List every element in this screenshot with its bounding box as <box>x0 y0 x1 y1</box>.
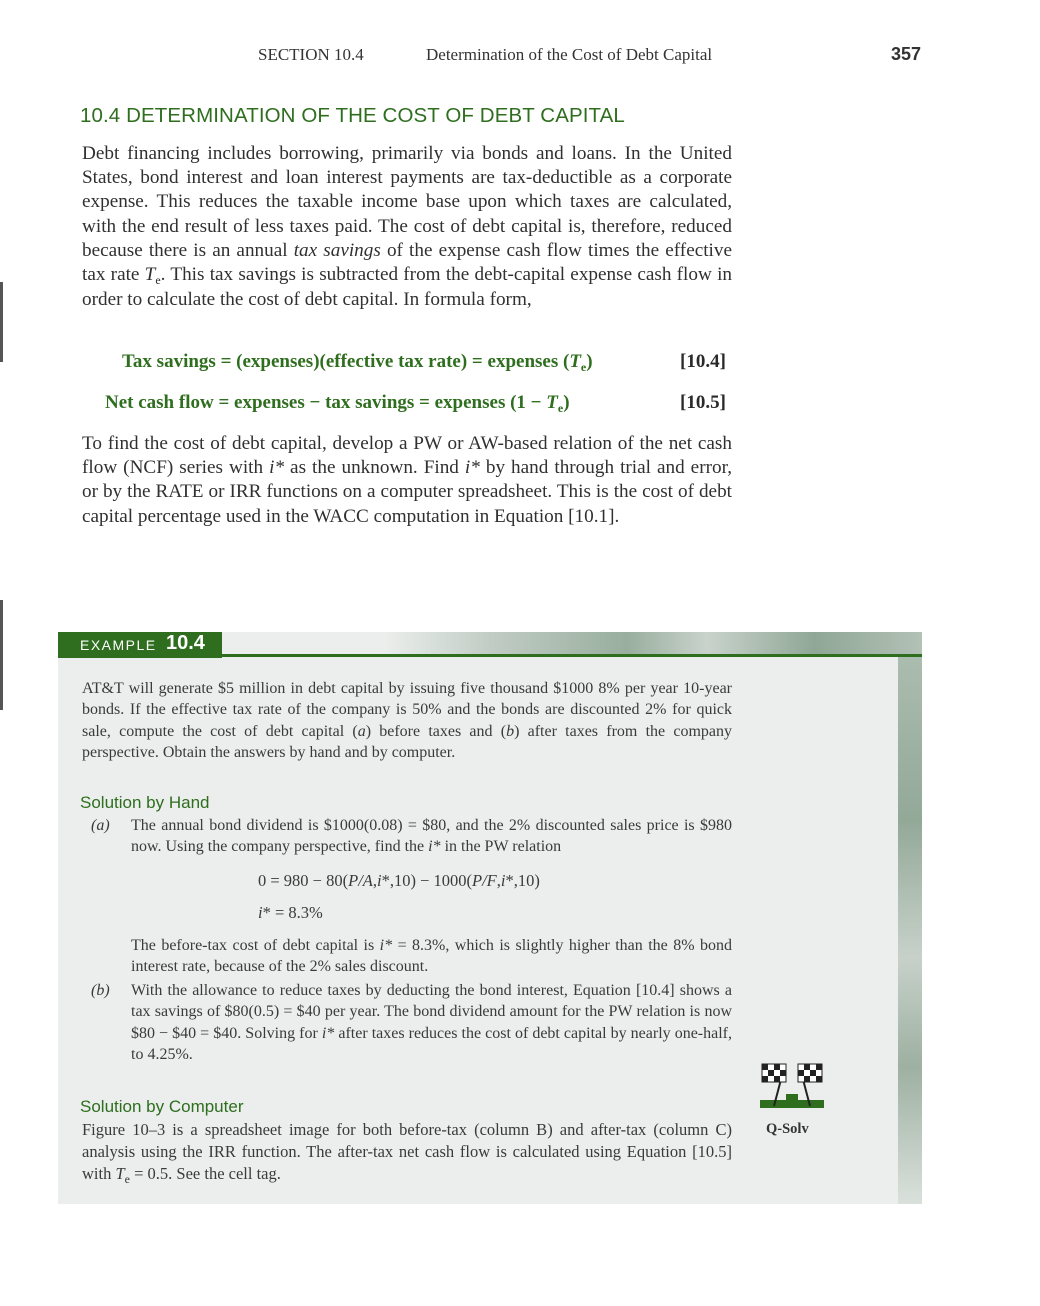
part-b-label: (b) <box>91 982 110 999</box>
equation-net-cash-flow: Net cash flow = expenses − tax savings = expenses $(1 - T_e)$ <box>105 392 570 415</box>
part-a-conclusion: The before-tax cost of debt capital is i* = 8.3%, which is slightly higher than the 8% bond interest rate, because of the 2% sales discount. <box>131 937 732 976</box>
part-b-text: With the allowance to reduce taxes by deducting the bond interest, Equation [10.4] shows a tax savings of $80(0.5) = $40 per year. The bond dividend amount for the PW relation is now $80 − $40 = $40. Solving for i* after taxes reduces the cost of debt capital by nearly one-half, to 4.25%. <box>131 982 732 1063</box>
equation-number: [10.4] <box>680 351 726 372</box>
solution-by-computer-heading: Solution by Computer <box>80 1097 244 1116</box>
istar-result: i* = 8.3% <box>258 903 323 922</box>
solution-by-computer-text: Figure 10–3 is a spreadsheet image for both before-tax (column B) and after-tax (column C) analysis using the IRR function. The after-tax net cash flow is calculated using Equation [10.5] with $T_e = 0.5$. See the cell tag. <box>82 1120 732 1186</box>
qsolv-label: Q-Solv <box>766 1121 809 1137</box>
paragraph-debt-financing: Debt financing includes borrowing, primarily via bonds and loans. In the United States, bond interest and loan interest payments are tax-deductible as a corporate expense. This reduces the taxable income base upon which taxes are calculated, with the end result of less taxes paid. The cost of debt capital is, therefore, reduced because there is an annual tax savings of the expense cash flow times the effective tax rate $T_e$. This tax savings is subtracted from the debt-capital expense cash flow in order to calculate the cost of debt capital. In formula form, <box>82 143 732 311</box>
checkered-flags-icon <box>756 1058 828 1116</box>
example-problem-statement: AT&T will generate $5 million in debt capital by issuing five thousand $1000 8% per year 10-year bonds. If the effective tax rate of the company is 50% and the bonds are discounted 2% for quick sale, compute the cost of debt capital (a) before taxes and (b) after taxes from the company perspective. Obtain the answers by hand and by computer. <box>82 680 732 761</box>
binding-mark <box>0 282 3 362</box>
section-heading: 10.4 DETERMINATION OF THE COST OF DEBT CAPITAL <box>80 104 625 127</box>
pw-relation-equation: 0 = 980 − 80(P/A,i*,10) − 1000(P/F,i*,10) <box>258 871 540 890</box>
equation-number: [10.5] <box>680 392 726 413</box>
part-a-text: The annual bond dividend is $1000(0.08) = $80, and the 2% discounted sales price is $980 now. Using the company perspective, find the i* in the PW relation <box>131 817 732 856</box>
running-header-section: SECTION 10.4 <box>258 45 364 64</box>
page-number: 357 <box>891 44 922 64</box>
paragraph-find-cost: To find the cost of debt capital, develop a PW or AW-based relation of the net cash flow (NCF) series with i* as the unknown. Find i* by hand through trial and error, or by the RATE or IRR functions on a computer spreadsheet. This is the cost of debt capital percentage used in the WACC computation in Equation [10.1]. <box>82 433 732 527</box>
part-a-label: (a) <box>91 817 110 834</box>
decorative-banner <box>385 632 922 656</box>
example-number: 10.4 <box>166 632 205 654</box>
example-label: EXAMPLE <box>80 637 157 653</box>
running-header-title: Determination of the Cost of Debt Capital <box>426 45 713 64</box>
decorative-side-strip <box>898 656 922 1204</box>
solution-by-hand-heading: Solution by Hand <box>80 793 210 812</box>
binding-mark <box>0 600 3 710</box>
equation-tax-savings: Tax savings = (expenses)(effective tax rate) = expenses $(T_e)$ <box>122 351 593 374</box>
